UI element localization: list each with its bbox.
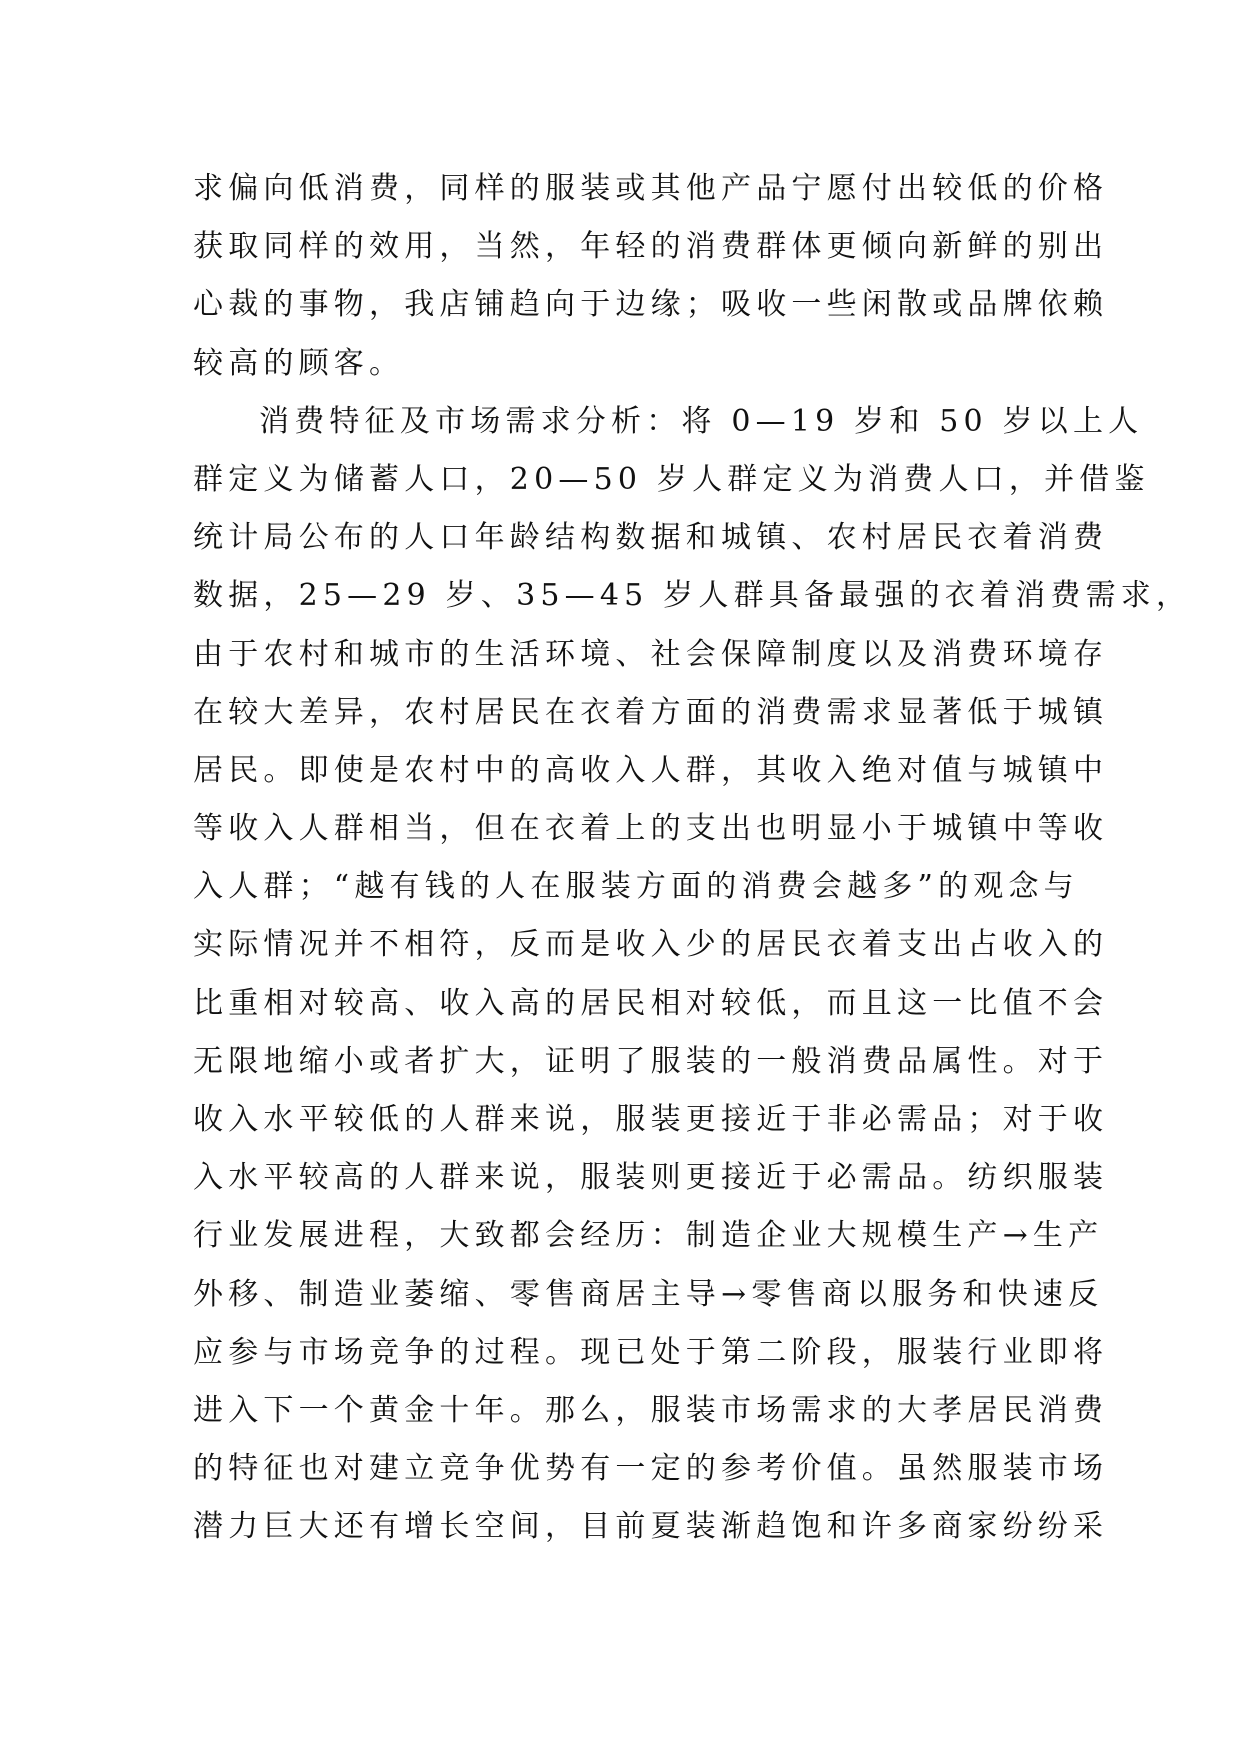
text-line: 入水平较高的人群来说，服装则更接近于必需品。纺织服装	[193, 1160, 1109, 1196]
text-line: 比重相对较高、收入高的居民相对较低，而且这一比值不会	[193, 985, 1109, 1021]
text-line: 数据，25—29 岁、35—45 岁人群具备最强的衣着消费需求，	[193, 578, 1192, 614]
text-line: 行业发展进程，大致都会经历：制造企业大规模生产→生产	[193, 1218, 1104, 1254]
paragraph-first-line: 消费特征及市场需求分析：将 0—19 岁和 50 岁以上人	[259, 403, 1144, 439]
text-line: 潜力巨大还有增长空间，目前夏装渐趋饱和许多商家纷纷采	[193, 1509, 1109, 1545]
text-line: 群定义为储蓄人口，20—50 岁人群定义为消费人口，并借鉴	[193, 461, 1150, 497]
text-line: 居民。即使是农村中的高收入人群，其收入绝对值与城镇中	[193, 752, 1109, 788]
text-line: 在较大差异，农村居民在衣着方面的消费需求显著低于城镇	[193, 694, 1109, 730]
text-line: 外移、制造业萎缩、零售商居主导→零售商以服务和快速反	[193, 1276, 1104, 1312]
body-text	[193, 160, 1192, 1557]
text-line: 心裁的事物，我店铺趋向于边缘；吸收一些闲散或品牌依赖	[193, 287, 1109, 323]
text-line: 收入水平较低的人群来说，服装更接近于非必需品；对于收	[193, 1102, 1109, 1137]
text-line: 无限地缩小或者扩大，证明了服装的一般消费品属性。对于	[193, 1043, 1109, 1079]
text-line: 较高的顾客。	[193, 345, 405, 381]
text-line: 获取同样的效用，当然，年轻的消费群体更倾向新鲜的别出	[193, 229, 1109, 265]
text-line: 入人群；“越有钱的人在服装方面的消费会越多”的观念与	[193, 869, 1079, 905]
text-line: 统计局公布的人口年龄结构数据和城镇、农村居民衣着消费	[193, 520, 1109, 556]
text-line: 应参与市场竞争的过程。现已处于第二阶段，服装行业即将	[193, 1334, 1109, 1370]
text-line: 求偏向低消费，同样的服装或其他产品宁愿付出较低的价格	[193, 171, 1109, 206]
text-line: 由于农村和城市的生活环境、社会保障制度以及消费环境存	[193, 636, 1109, 672]
text-line: 等收入人群相当，但在衣着上的支出也明显小于城镇中等收	[193, 811, 1109, 847]
text-line: 进入下一个黄金十年。那么，服装市场需求的大孝居民消费	[193, 1392, 1109, 1428]
text-line: 的特征也对建立竞争优势有一定的参考价值。虽然服装市场	[193, 1451, 1109, 1487]
text-line: 实际情况并不相符，反而是收入少的居民衣着支出占收入的	[193, 927, 1109, 963]
